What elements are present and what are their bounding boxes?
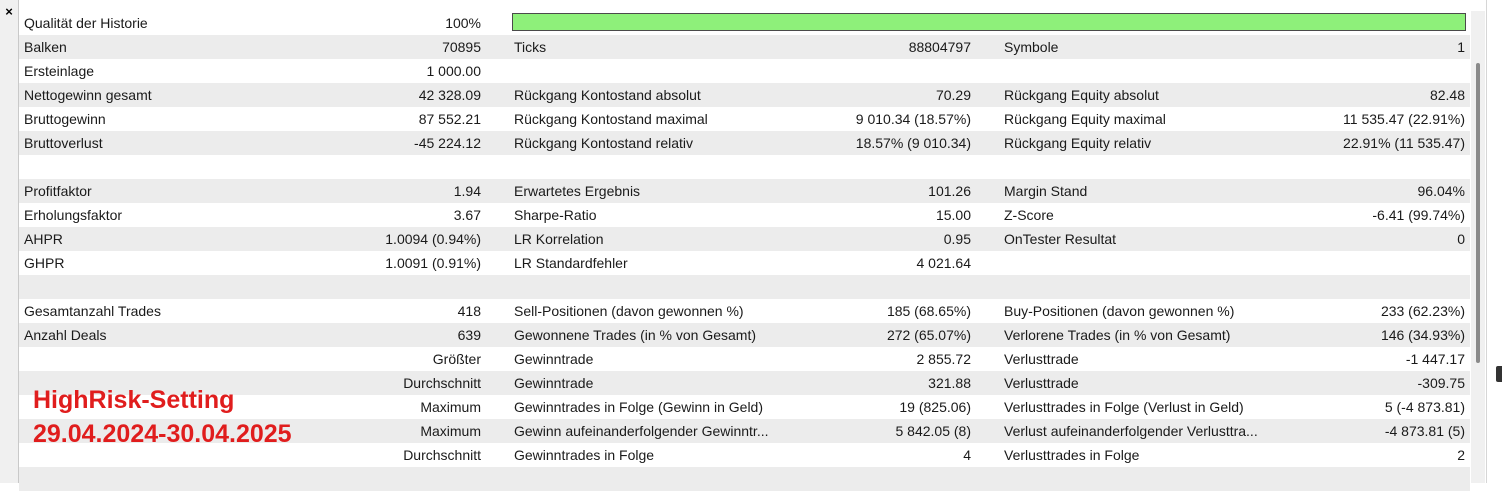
left-gutter [0,0,19,483]
splitter-handle[interactable] [1496,366,1502,382]
stat-value: 5 842.05 (8) [895,423,971,439]
stat-value: 233 (62.23%) [1380,303,1465,319]
stat-label [514,275,804,299]
stats-row [19,35,1470,59]
stat-value: 18.57% (9 010.34) [855,135,971,151]
stats-row [19,131,1470,155]
right-edge [1486,0,1502,483]
stat-value: 146 (34.93%) [1380,327,1465,343]
stat-value [319,275,481,299]
stat-label: Verlusttrade [1004,351,1079,367]
stat-label [1004,467,1294,491]
stat-label [24,347,324,371]
stat-value: 42 328.09 [418,87,481,103]
stat-value: 0 [1457,231,1465,247]
stat-value: 321.88 [928,375,971,391]
quality-row [19,11,1470,35]
stats-row [19,467,1470,491]
stat-value: -45 224.12 [414,135,481,151]
stat-label: Rückgang Equity relativ [1004,135,1152,151]
stat-value: -4 873.81 (5) [1384,423,1465,439]
stat-value: 19 (825.06) [899,399,971,415]
stat-value: 639 [457,327,481,343]
stat-value: Durchschnitt [403,375,481,391]
stat-value: 2 [1457,447,1465,463]
quality-value: 100% [445,15,481,31]
stat-value: Größter [432,351,481,367]
stat-label: Verlusttrade [1004,375,1079,391]
stat-value [319,155,481,179]
stat-label [514,155,804,179]
stat-label: Ticks [514,39,547,55]
stat-value [1269,59,1465,83]
stat-label: Margin Stand [1004,183,1088,199]
stat-value: 9 010.34 (18.57%) [855,111,971,127]
stats-row [19,83,1470,107]
stat-value: 88804797 [908,39,971,55]
stat-value: 1.0094 (0.94%) [385,231,481,247]
stat-label: Bruttogewinn [24,111,106,127]
quality-bar [512,13,1466,31]
stat-label [514,59,804,83]
stat-label: Symbole [1004,39,1059,55]
quality-label: Qualität der Historie [24,15,148,31]
stat-value: 82.48 [1429,87,1465,103]
close-icon[interactable]: × [5,4,13,19]
stat-value: 1.94 [453,183,481,199]
stat-value [789,467,971,491]
stat-label [1004,275,1294,299]
stat-label: Ersteinlage [24,63,95,79]
stat-value: 418 [457,303,481,319]
stat-value: 70.29 [935,87,971,103]
stat-value [789,275,971,299]
vertical-scrollbar[interactable] [1471,11,1485,483]
stat-value: 185 (68.65%) [886,303,971,319]
stat-label [1004,155,1294,179]
stat-label: Z-Score [1004,207,1054,223]
stat-label: Erwartetes Ergebnis [514,183,641,199]
stat-value: 2 855.72 [916,351,971,367]
stat-label: LR Korrelation [514,231,604,247]
stat-label [24,467,324,491]
stat-value: 101.26 [928,183,971,199]
stat-label: Rückgang Kontostand maximal [514,111,708,127]
stat-value [789,155,971,179]
stat-label: Nettogewinn gesamt [24,87,152,103]
stat-label: Gewinntrade [514,351,594,367]
stat-value: -1 447.17 [1405,351,1465,367]
stat-label [514,467,804,491]
stat-value: 1 000.00 [426,63,481,79]
stat-value: 272 (65.07%) [886,327,971,343]
stat-label: Gewonnene Trades (in % von Gesamt) [514,327,757,343]
stat-value: 15.00 [935,207,971,223]
stat-label: Sell-Positionen (davon gewonnen %) [514,303,744,319]
stats-row [19,299,1470,323]
stat-label [1004,251,1294,275]
stat-label [24,155,324,179]
stat-value: 1.0091 (0.91%) [385,255,481,271]
stat-label: Anzahl Deals [24,327,107,343]
stat-value [319,467,481,491]
stats-row [19,227,1470,251]
stat-value: 5 (-4 873.81) [1384,399,1465,415]
stats-row [19,347,1470,371]
stat-label: Verlorene Trades (in % von Gesamt) [1004,327,1231,343]
stat-value [1269,467,1465,491]
stat-value: -309.75 [1417,375,1465,391]
stat-label: Gewinntrade [514,375,594,391]
stat-label: Balken [24,39,67,55]
stat-label: LR Standardfehler [514,255,628,271]
stat-value: 4 [963,447,971,463]
stat-value [1269,275,1465,299]
stats-row [19,107,1470,131]
stat-value: Durchschnitt [403,447,481,463]
stat-label: Rückgang Kontostand absolut [514,87,701,103]
stat-label: Erholungsfaktor [24,207,123,223]
stat-label: GHPR [24,255,65,271]
stat-value: 11 535.47 (22.91%) [1343,111,1465,127]
stat-label: Sharpe-Ratio [514,207,597,223]
stats-row [19,59,1470,83]
scrollbar-thumb[interactable] [1476,63,1480,363]
stat-label: Rückgang Equity absolut [1004,87,1159,103]
stat-value: 87 552.21 [418,111,481,127]
stat-label: Gewinntrades in Folge (Gewinn in Geld) [514,399,764,415]
stats-row [19,275,1470,299]
stat-value: Maximum [420,399,481,415]
stat-label [24,275,324,299]
stat-value [1269,251,1465,275]
stat-value: 22.91% (11 535.47) [1343,135,1465,151]
stat-label: Buy-Positionen (davon gewonnen %) [1004,303,1235,319]
stat-label: OnTester Resultat [1004,231,1117,247]
stat-value: -6.41 (99.74%) [1372,207,1465,223]
stats-row [19,179,1470,203]
stat-label: Gesamtanzahl Trades [24,303,161,319]
stat-label: Bruttoverlust [24,135,103,151]
stats-row [19,155,1470,179]
stat-value [789,59,971,83]
stat-label: AHPR [24,231,63,247]
stat-label: Rückgang Kontostand relativ [514,135,693,151]
annotation-title: HighRisk-Setting [33,386,235,414]
stat-value [1269,155,1465,179]
stat-label: Rückgang Equity maximal [1004,111,1166,127]
stat-label: Gewinn aufeinanderfolgender Gewinntr... [514,423,769,439]
stats-row [19,251,1470,275]
stat-label: Profitfaktor [24,183,92,199]
stat-label: Verlust aufeinanderfolgender Verlusttra... [1004,423,1258,439]
annotation-date-range: 29.04.2024-30.04.2025 [33,420,292,448]
stat-label: Verlusttrades in Folge (Verlust in Geld) [1004,399,1244,415]
annotation-overlay [33,383,292,451]
stats-row [19,203,1470,227]
stat-label: Verlusttrades in Folge [1004,447,1140,463]
stat-label: Gewinntrades in Folge [514,447,655,463]
stats-row [19,323,1470,347]
stat-label [1004,59,1294,83]
stat-value: 96.04% [1417,183,1465,199]
stat-value: 1 [1457,39,1465,55]
stat-value: Maximum [420,423,481,439]
stat-value: 0.95 [943,231,971,247]
stat-value: 70895 [442,39,481,55]
stat-value: 4 021.64 [916,255,971,271]
stat-value: 3.67 [453,207,481,223]
